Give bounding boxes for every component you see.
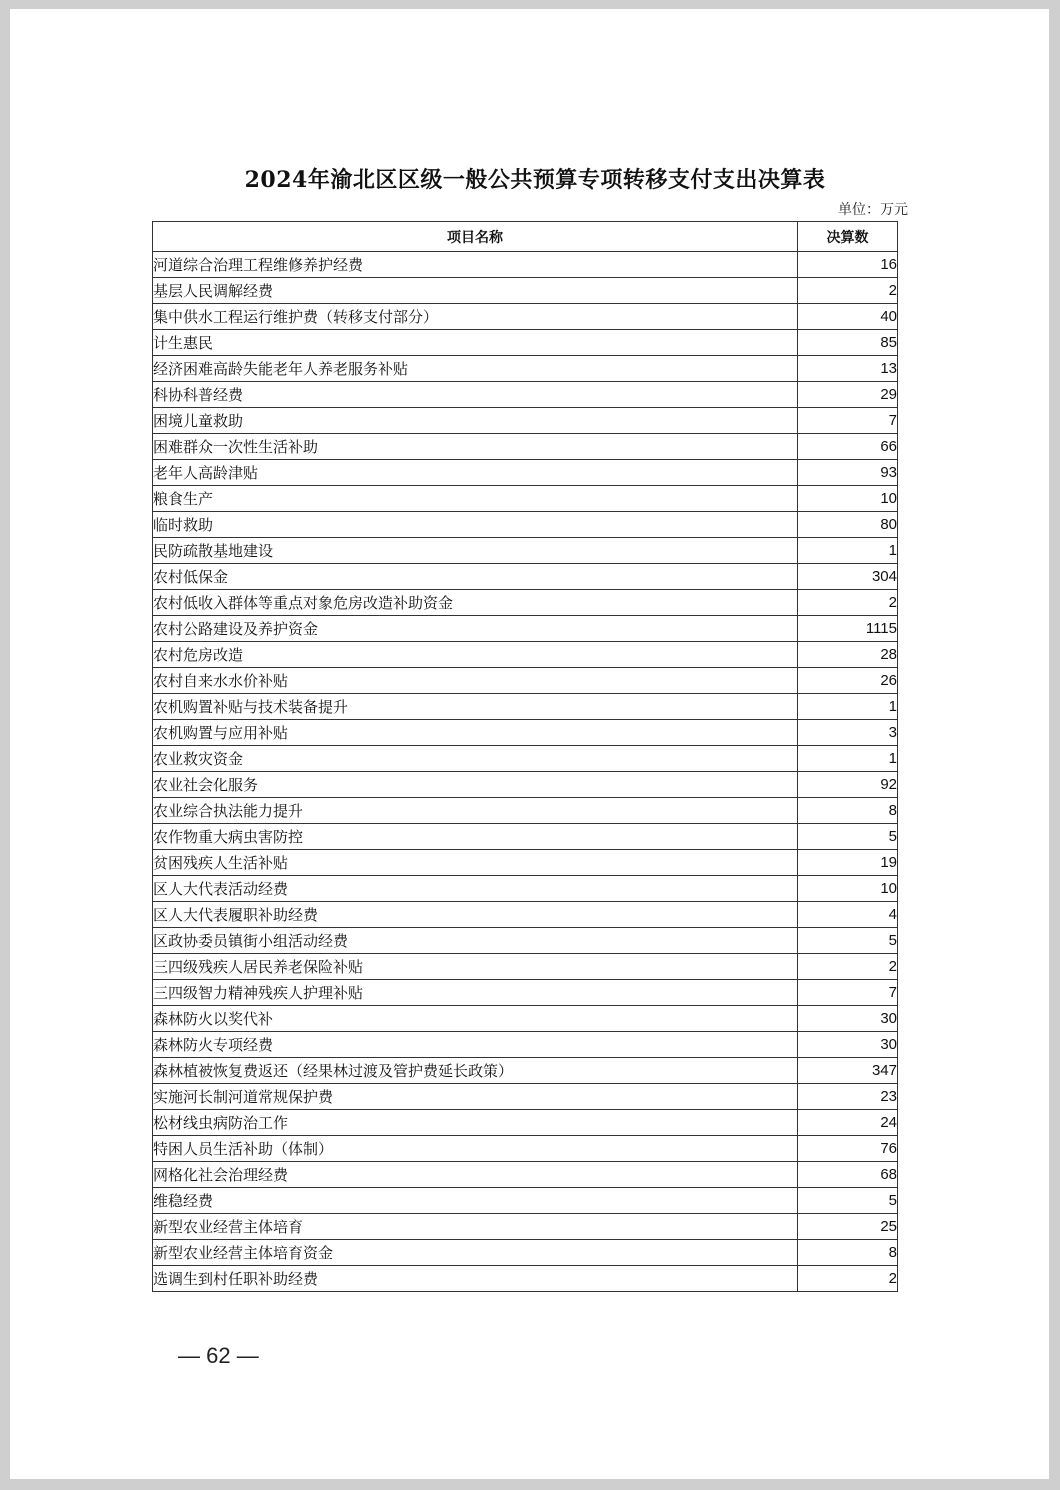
unit-label: 单位：万元: [838, 202, 908, 218]
table-row: [153, 356, 898, 382]
amount-cell: 347: [798, 1058, 898, 1084]
amount-cell: 92: [798, 772, 898, 798]
item-name-cell: 农机购置与应用补贴: [153, 720, 798, 746]
amount-cell: 28: [798, 642, 898, 668]
amount-cell: 4: [798, 902, 898, 928]
table-row: [153, 1110, 898, 1136]
amount-cell: 19: [798, 850, 898, 876]
table-row: [153, 564, 898, 590]
item-name-cell: 基层人民调解经费: [153, 278, 798, 304]
table-row: [153, 304, 898, 330]
amount-cell: 68: [798, 1162, 898, 1188]
table-row: [153, 382, 898, 408]
amount-cell: 5: [798, 824, 898, 850]
table-row: [153, 486, 898, 512]
amount-cell: 76: [798, 1136, 898, 1162]
item-name-cell: 农业综合执法能力提升: [153, 798, 798, 824]
item-name-cell: 农村低保金: [153, 564, 798, 590]
table-row: [153, 954, 898, 980]
table-row: [153, 720, 898, 746]
amount-cell: 29: [798, 382, 898, 408]
table-row: [153, 980, 898, 1006]
header-amount: 决算数: [798, 222, 898, 252]
item-name-cell: 科协科普经费: [153, 382, 798, 408]
amount-cell: 13: [798, 356, 898, 382]
item-name-cell: 农作物重大病虫害防控: [153, 824, 798, 850]
item-name-cell: 实施河长制河道常规保护费: [153, 1084, 798, 1110]
amount-cell: 26: [798, 668, 898, 694]
table-row: [153, 278, 898, 304]
item-name-cell: 农村自来水水价补贴: [153, 668, 798, 694]
table-row: [153, 1266, 898, 1292]
item-name-cell: 农村公路建设及养护资金: [153, 616, 798, 642]
amount-cell: 85: [798, 330, 898, 356]
table-row: [153, 330, 898, 356]
table-row: [153, 928, 898, 954]
table-row: [153, 460, 898, 486]
item-name-cell: 网格化社会治理经费: [153, 1162, 798, 1188]
page-title: 2024年渝北区区级一般公共预算专项转移支付支出决算表: [244, 167, 826, 193]
budget-table: [152, 221, 898, 1292]
item-name-cell: 农村低收入群体等重点对象危房改造补助资金: [153, 590, 798, 616]
table-row: [153, 798, 898, 824]
table-row: [153, 772, 898, 798]
item-name-cell: 农业救灾资金: [153, 746, 798, 772]
amount-cell: 8: [798, 1240, 898, 1266]
amount-cell: 2: [798, 590, 898, 616]
item-name-cell: 三四级智力精神残疾人护理补贴: [153, 980, 798, 1006]
item-name-cell: 老年人高龄津贴: [153, 460, 798, 486]
table-row: [153, 538, 898, 564]
table-row: [153, 1240, 898, 1266]
table-row: [153, 590, 898, 616]
item-name-cell: 森林植被恢复费返还（经果林过渡及管护费延长政策）: [153, 1058, 798, 1084]
amount-cell: 10: [798, 876, 898, 902]
table-row: [153, 824, 898, 850]
item-name-cell: 森林防火以奖代补: [153, 1006, 798, 1032]
table-row: [153, 1058, 898, 1084]
item-name-cell: 民防疏散基地建设: [153, 538, 798, 564]
item-name-cell: 农业社会化服务: [153, 772, 798, 798]
table-row: [153, 1214, 898, 1240]
amount-cell: 7: [798, 980, 898, 1006]
amount-cell: 93: [798, 460, 898, 486]
item-name-cell: 临时救助: [153, 512, 798, 538]
table-row: [153, 642, 898, 668]
amount-cell: 5: [798, 928, 898, 954]
table-row: [153, 1084, 898, 1110]
item-name-cell: 贫困残疾人生活补贴: [153, 850, 798, 876]
table-row: [153, 1006, 898, 1032]
item-name-cell: 维稳经费: [153, 1188, 798, 1214]
amount-cell: 40: [798, 304, 898, 330]
amount-cell: 304: [798, 564, 898, 590]
amount-cell: 5: [798, 1188, 898, 1214]
item-name-cell: 松材线虫病防治工作: [153, 1110, 798, 1136]
amount-cell: 66: [798, 434, 898, 460]
table-row: [153, 1162, 898, 1188]
item-name-cell: 三四级残疾人居民养老保险补贴: [153, 954, 798, 980]
amount-cell: 1115: [798, 616, 898, 642]
amount-cell: 3: [798, 720, 898, 746]
page-number: — 62 —: [178, 1343, 259, 1368]
item-name-cell: 农村危房改造: [153, 642, 798, 668]
table-header-row: [153, 222, 898, 252]
table-row: [153, 902, 898, 928]
item-name-cell: 森林防火专项经费: [153, 1032, 798, 1058]
amount-cell: 30: [798, 1032, 898, 1058]
table-row: [153, 1188, 898, 1214]
amount-cell: 2: [798, 954, 898, 980]
item-name-cell: 新型农业经营主体培育资金: [153, 1240, 798, 1266]
table-row: [153, 512, 898, 538]
amount-cell: 30: [798, 1006, 898, 1032]
table-row: [153, 434, 898, 460]
item-name-cell: 河道综合治理工程维修养护经费: [153, 252, 798, 278]
item-name-cell: 区人大代表活动经费: [153, 876, 798, 902]
amount-cell: 2: [798, 278, 898, 304]
table-row: [153, 694, 898, 720]
table-row: [153, 668, 898, 694]
item-name-cell: 困难群众一次性生活补助: [153, 434, 798, 460]
amount-cell: 10: [798, 486, 898, 512]
table-row: [153, 1032, 898, 1058]
table-row: [153, 746, 898, 772]
amount-cell: 1: [798, 746, 898, 772]
amount-cell: 16: [798, 252, 898, 278]
item-name-cell: 区人大代表履职补助经费: [153, 902, 798, 928]
item-name-cell: 粮食生产: [153, 486, 798, 512]
table-row: [153, 850, 898, 876]
amount-cell: 1: [798, 694, 898, 720]
item-name-cell: 农机购置补贴与技术装备提升: [153, 694, 798, 720]
amount-cell: 1: [798, 538, 898, 564]
amount-cell: 8: [798, 798, 898, 824]
amount-cell: 2: [798, 1266, 898, 1292]
item-name-cell: 区政协委员镇街小组活动经费: [153, 928, 798, 954]
item-name-cell: 新型农业经营主体培育: [153, 1214, 798, 1240]
amount-cell: 25: [798, 1214, 898, 1240]
table-row: [153, 616, 898, 642]
table-row: [153, 408, 898, 434]
table-row: [153, 252, 898, 278]
amount-cell: 23: [798, 1084, 898, 1110]
item-name-cell: 计生惠民: [153, 330, 798, 356]
amount-cell: 24: [798, 1110, 898, 1136]
item-name-cell: 经济困难高龄失能老年人养老服务补贴: [153, 356, 798, 382]
table-row: [153, 1136, 898, 1162]
amount-cell: 7: [798, 408, 898, 434]
item-name-cell: 困境儿童救助: [153, 408, 798, 434]
item-name-cell: 特困人员生活补助（体制）: [153, 1136, 798, 1162]
item-name-cell: 选调生到村任职补助经费: [153, 1266, 798, 1292]
item-name-cell: 集中供水工程运行维护费（转移支付部分）: [153, 304, 798, 330]
amount-cell: 80: [798, 512, 898, 538]
header-item-name: 项目名称: [153, 222, 798, 252]
table-row: [153, 876, 898, 902]
